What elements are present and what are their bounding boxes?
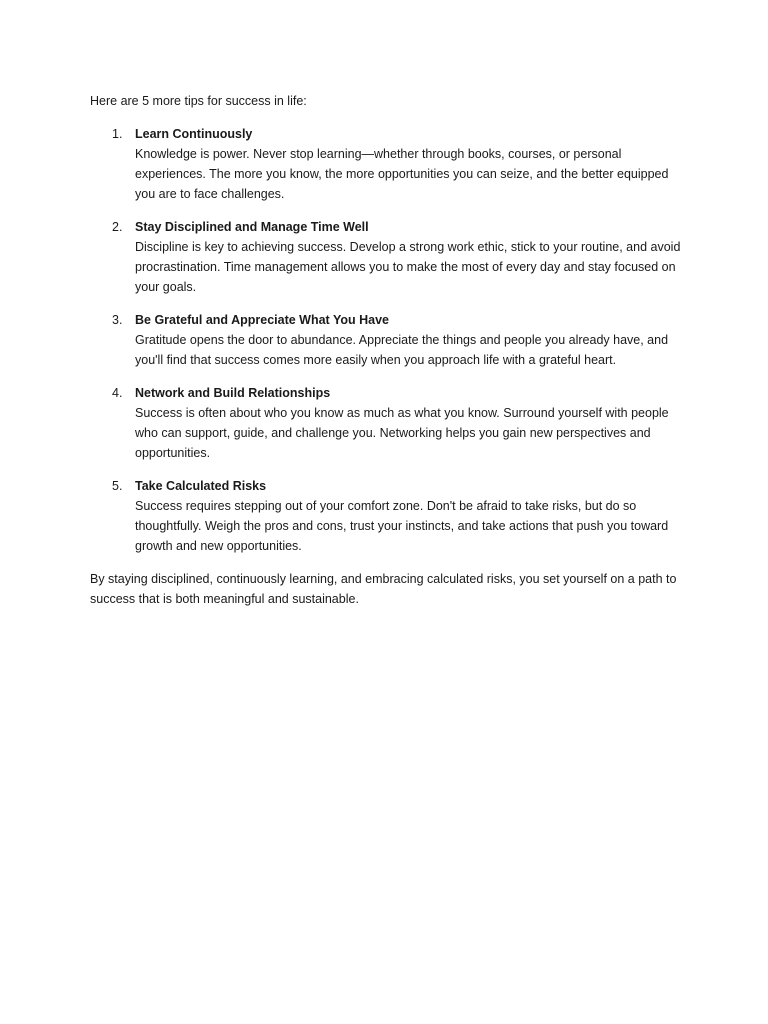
closing-paragraph: By staying disciplined, continuously learning, and embracing calculated risks, you set yourself on a path to success that is both meaningful and sustainable. <box>90 572 677 606</box>
tip-item <box>90 217 682 297</box>
tip-heading: Network and Build Relationships <box>135 386 331 400</box>
tip-item <box>90 476 682 556</box>
tip-item <box>90 383 682 463</box>
tip-number: 5. <box>112 479 123 493</box>
tip-item <box>90 310 682 370</box>
intro-text: Here are 5 more tips for success in life: <box>90 94 307 108</box>
tip-number: 2. <box>112 220 123 234</box>
tips-list <box>90 124 682 556</box>
tip-body: Knowledge is power. Never stop learning—whether through books, courses, or personal experiences. The more you know, the more opportunities you can seize, and the better equipped you are to face challenges. <box>135 147 669 201</box>
tip-heading: Be Grateful and Appreciate What You Have <box>135 313 389 327</box>
tip-number: 4. <box>112 386 123 400</box>
tip-item <box>90 124 682 204</box>
tip-body: Gratitude opens the door to abundance. Appreciate the things and people you already have, and you'll find that success comes more easily when you approach life with a grateful heart. <box>135 333 669 367</box>
tip-body: Success requires stepping out of your comfort zone. Don't be afraid to take risks, but do so thoughtfully. Weigh the pros and cons, trust your instincts, and take actions that push you toward growth and new opportunities. <box>135 499 669 553</box>
tip-body: Discipline is key to achieving success. Develop a strong work ethic, stick to your routine, and avoid procrastination. Time management allows you to make the most of every day and stay focused on your goals. <box>135 240 681 294</box>
tip-number: 1. <box>112 127 123 141</box>
tip-heading: Learn Continuously <box>135 127 253 141</box>
tip-heading: Stay Disciplined and Manage Time Well <box>135 220 369 234</box>
tip-number: 3. <box>112 313 123 327</box>
tip-heading: Take Calculated Risks <box>135 479 267 493</box>
document-page <box>90 91 682 609</box>
tip-body: Success is often about who you know as much as what you know. Surround yourself with people who can support, guide, and challenge you. Networking helps you gain new perspectives and opportunities. <box>135 406 669 460</box>
